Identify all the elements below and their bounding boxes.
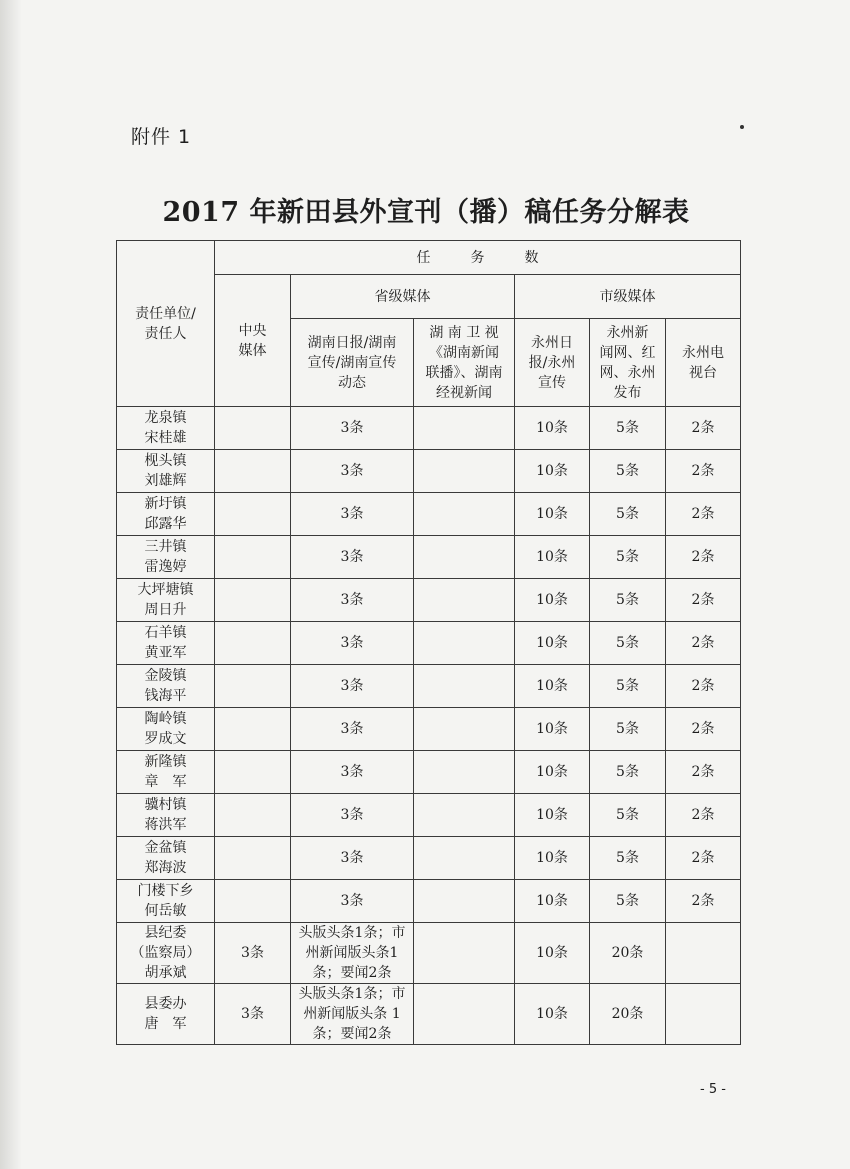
unit-cell	[117, 450, 215, 493]
hunan-tv-cell	[414, 837, 515, 880]
table-row	[117, 751, 741, 794]
yongzhou-web-cell: 5条	[590, 837, 666, 880]
unit-cell	[117, 493, 215, 536]
yongzhou-web-cell: 5条	[590, 751, 666, 794]
yongzhou-daily-cell: 10条	[515, 837, 590, 880]
yongzhou-tv-cell: 2条	[666, 751, 741, 794]
unit-cell	[117, 794, 215, 837]
yongzhou-daily-cell: 10条	[515, 708, 590, 751]
table-row	[117, 536, 741, 579]
table-row	[117, 493, 741, 536]
central-media-cell: 3条	[215, 984, 291, 1045]
header-hunan-tv: 湖 南 卫 视 《湖南新闻 联播》、湖南 经视新闻	[414, 319, 515, 407]
scan-edge-shadow	[0, 0, 22, 1169]
person-name: 宋桂雄	[144, 430, 187, 446]
note-line: 头版头条1条；市	[298, 925, 406, 941]
unit-line: 唐 军	[144, 1016, 187, 1032]
hunan-tv-cell	[414, 622, 515, 665]
yongzhou-web-cell: 5条	[590, 579, 666, 622]
unit-cell	[117, 536, 215, 579]
hunan-tv-cell	[414, 984, 515, 1045]
central-media-cell	[215, 794, 291, 837]
yongzhou-web-cell: 20条	[590, 984, 666, 1045]
yongzhou-web-cell: 5条	[590, 407, 666, 450]
yongzhou-tv-cell: 2条	[666, 450, 741, 493]
yongzhou-web-cell: 5条	[590, 880, 666, 923]
unit-name: 大坪塘镇	[137, 582, 194, 598]
yongzhou-daily-cell: 10条	[515, 665, 590, 708]
hunan-daily-cell: 3条	[291, 880, 414, 923]
central-media-cell	[215, 579, 291, 622]
page-number: - 5 -	[700, 1082, 726, 1097]
yongzhou-web-cell: 5条	[590, 622, 666, 665]
central-media-cell	[215, 880, 291, 923]
hunan-tv-cell	[414, 493, 515, 536]
hunan-daily-cell	[291, 984, 414, 1045]
unit-cell	[117, 708, 215, 751]
hunan-tv-cell	[414, 794, 515, 837]
person-name: 雷逸婷	[144, 559, 187, 575]
yongzhou-daily-cell: 10条	[515, 923, 590, 984]
unit-line: 胡承斌	[144, 965, 187, 981]
hunan-tv-cell	[414, 923, 515, 984]
yongzhou-daily-cell: 10条	[515, 407, 590, 450]
header-yongzhou-web: 永州新 闻网、红 网、永州 发布	[590, 319, 666, 407]
hunan-tv-cell	[414, 751, 515, 794]
unit-cell	[117, 880, 215, 923]
yongzhou-daily-cell: 10条	[515, 579, 590, 622]
note-line: 州新闻版头条 1	[303, 1006, 401, 1022]
hunan-tv-cell	[414, 880, 515, 923]
yongzhou-daily-cell: 10条	[515, 751, 590, 794]
person-name: 罗成文	[144, 731, 187, 747]
central-media-cell	[215, 493, 291, 536]
unit-cell	[117, 837, 215, 880]
hunan-tv-cell	[414, 708, 515, 751]
central-media-cell	[215, 536, 291, 579]
central-media-cell	[215, 708, 291, 751]
yongzhou-web-cell: 5条	[590, 665, 666, 708]
central-media-cell	[215, 622, 291, 665]
yongzhou-tv-cell: 2条	[666, 880, 741, 923]
unit-name: 骥村镇	[144, 797, 187, 813]
hunan-daily-cell: 3条	[291, 622, 414, 665]
hunan-tv-cell	[414, 579, 515, 622]
note-line: 州新闻版头条1	[305, 945, 399, 961]
hunan-tv-cell	[414, 407, 515, 450]
person-name: 蒋洪军	[144, 817, 187, 833]
yongzhou-tv-cell: 2条	[666, 837, 741, 880]
unit-name: 陶岭镇	[144, 711, 187, 727]
yongzhou-tv-cell: 2条	[666, 665, 741, 708]
page-title: 2017 年新田县外宣刊（播）稿任务分解表	[162, 197, 690, 228]
unit-cell	[117, 665, 215, 708]
note-line: 条；要闻2条	[312, 965, 392, 981]
unit-cell	[117, 579, 215, 622]
table-row	[117, 794, 741, 837]
table-row	[117, 622, 741, 665]
header-yongzhou-tv: 永州电 视台	[666, 319, 741, 407]
central-media-cell	[215, 837, 291, 880]
hunan-daily-cell: 3条	[291, 536, 414, 579]
unit-name: 三井镇	[144, 539, 187, 555]
unit-name: 金陵镇	[144, 668, 187, 684]
hunan-daily-cell: 3条	[291, 665, 414, 708]
hunan-daily-cell: 3条	[291, 407, 414, 450]
unit-name: 金盆镇	[144, 840, 187, 856]
unit-cell	[117, 407, 215, 450]
yongzhou-tv-cell: 2条	[666, 536, 741, 579]
yongzhou-tv-cell: 2条	[666, 493, 741, 536]
table-row	[117, 708, 741, 751]
yongzhou-tv-cell: 2条	[666, 622, 741, 665]
table-row	[117, 880, 741, 923]
central-media-cell	[215, 665, 291, 708]
person-name: 何岳敏	[144, 903, 187, 919]
yongzhou-daily-cell: 10条	[515, 984, 590, 1045]
hunan-tv-cell	[414, 536, 515, 579]
hunan-daily-cell: 3条	[291, 751, 414, 794]
note-line: 头版头条1条；市	[298, 986, 406, 1002]
hunan-daily-cell	[291, 923, 414, 984]
yongzhou-tv-cell: 2条	[666, 407, 741, 450]
yongzhou-web-cell: 5条	[590, 794, 666, 837]
central-media-cell	[215, 450, 291, 493]
header-central-media: 中央 媒体	[215, 275, 291, 407]
hunan-tv-cell	[414, 665, 515, 708]
unit-line: （监察局）	[130, 945, 201, 961]
hunan-tv-cell	[414, 450, 515, 493]
yongzhou-tv-cell: 2条	[666, 794, 741, 837]
person-name: 郑海波	[144, 860, 187, 876]
central-media-cell	[215, 751, 291, 794]
yongzhou-tv-cell	[666, 923, 741, 984]
unit-line: 县委办	[144, 996, 187, 1012]
person-name: 刘雄辉	[144, 473, 187, 489]
table-row	[117, 984, 741, 1045]
yongzhou-web-cell: 5条	[590, 450, 666, 493]
table-row	[117, 579, 741, 622]
unit-name: 新圩镇	[144, 496, 187, 512]
central-media-cell	[215, 407, 291, 450]
person-name: 钱海平	[144, 688, 187, 704]
yongzhou-daily-cell: 10条	[515, 794, 590, 837]
unit-name: 枧头镇	[144, 453, 187, 469]
hunan-daily-cell: 3条	[291, 493, 414, 536]
yongzhou-tv-cell: 2条	[666, 579, 741, 622]
hunan-daily-cell: 3条	[291, 837, 414, 880]
unit-line: 县纪委	[144, 925, 187, 941]
table-row	[117, 837, 741, 880]
person-name: 黄亚军	[144, 645, 187, 661]
unit-cell	[117, 923, 215, 984]
person-name: 周日升	[144, 602, 187, 618]
yongzhou-web-cell: 20条	[590, 923, 666, 984]
hunan-daily-cell: 3条	[291, 794, 414, 837]
unit-cell	[117, 622, 215, 665]
yongzhou-daily-cell: 10条	[515, 536, 590, 579]
unit-name: 新隆镇	[144, 754, 187, 770]
header-municipal-media: 市级媒体	[515, 275, 741, 319]
central-media-cell: 3条	[215, 923, 291, 984]
yongzhou-tv-cell	[666, 984, 741, 1045]
unit-name: 石羊镇	[144, 625, 187, 641]
hunan-daily-cell: 3条	[291, 579, 414, 622]
table-row	[117, 923, 741, 984]
unit-name: 门楼下乡	[137, 883, 194, 899]
unit-name: 龙泉镇	[144, 410, 187, 426]
unit-cell	[117, 984, 215, 1045]
yongzhou-web-cell: 5条	[590, 536, 666, 579]
header-hunan-daily: 湖南日报/湖南 宣传/湖南宣传 动态	[291, 319, 414, 407]
header-provincial-media: 省级媒体	[291, 275, 515, 319]
unit-cell	[117, 751, 215, 794]
yongzhou-daily-cell: 10条	[515, 880, 590, 923]
hunan-daily-cell: 3条	[291, 708, 414, 751]
attachment-label: 附件 1	[131, 126, 192, 148]
table-row	[117, 450, 741, 493]
table-row	[117, 407, 741, 450]
note-line: 条；要闻2条	[312, 1026, 392, 1042]
yongzhou-web-cell: 5条	[590, 493, 666, 536]
hunan-daily-cell: 3条	[291, 450, 414, 493]
yongzhou-daily-cell: 10条	[515, 493, 590, 536]
header-yongzhou-daily: 永州日 报/永州 宣传	[515, 319, 590, 407]
yongzhou-tv-cell: 2条	[666, 708, 741, 751]
table-row	[117, 665, 741, 708]
person-name: 邱露华	[144, 516, 187, 532]
header-tasks: 任务数	[215, 241, 741, 275]
yongzhou-web-cell: 5条	[590, 708, 666, 751]
person-name: 章 军	[144, 774, 187, 790]
task-table	[116, 240, 741, 1045]
yongzhou-daily-cell: 10条	[515, 450, 590, 493]
yongzhou-daily-cell: 10条	[515, 622, 590, 665]
header-unit: 责任单位/ 责任人	[117, 241, 215, 407]
scan-speck	[740, 125, 744, 129]
